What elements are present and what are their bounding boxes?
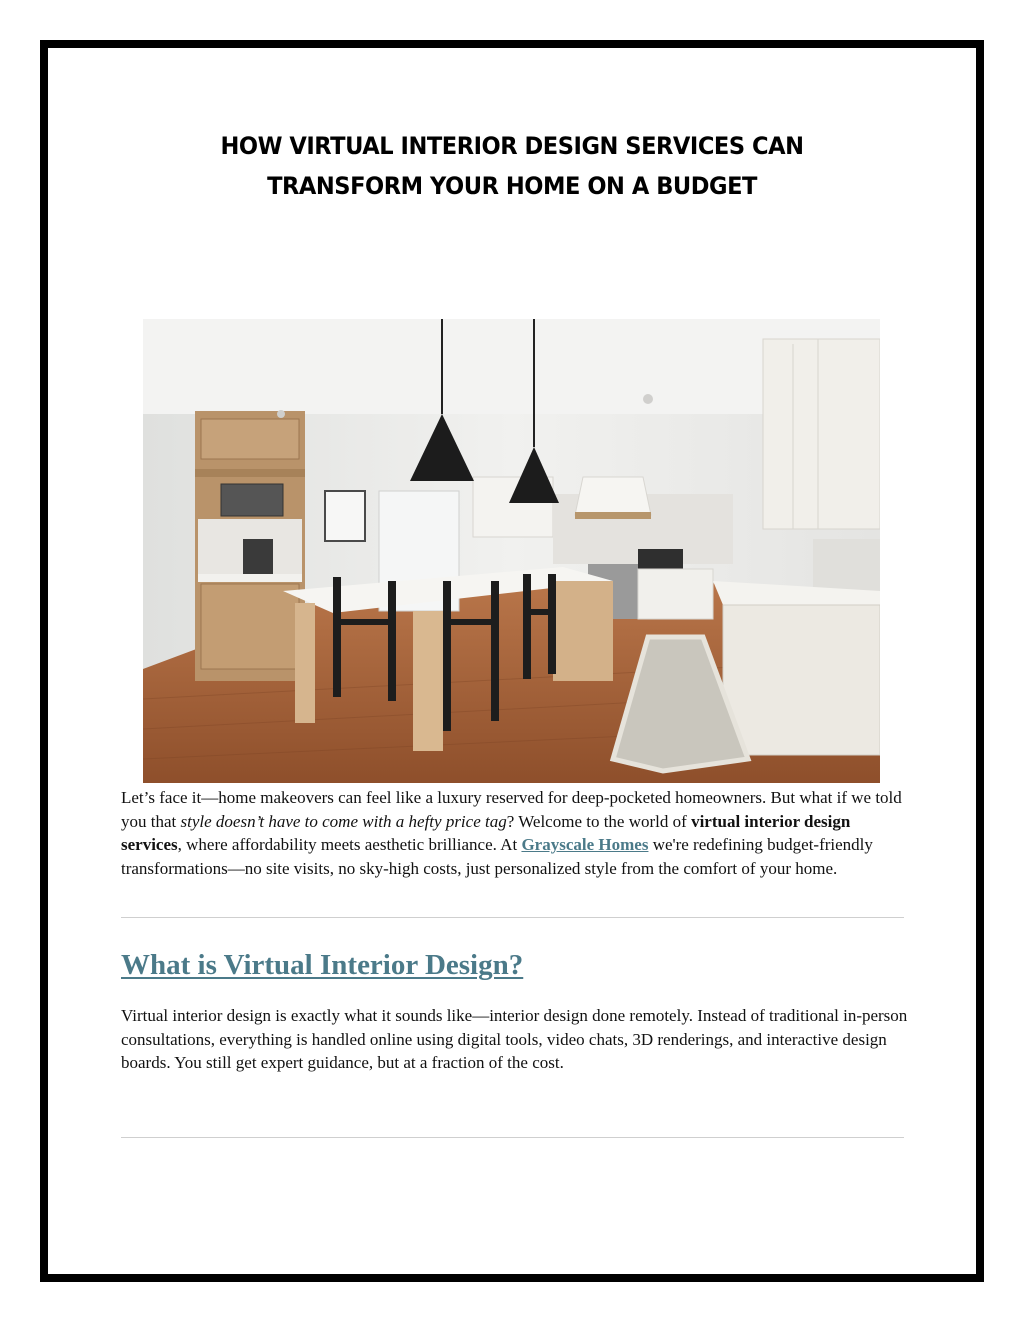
title-line-1: HOW VIRTUAL INTERIOR DESIGN SERVICES CAN [220, 132, 804, 160]
kitchen-photo [143, 319, 880, 783]
intro-paragraph [121, 786, 911, 880]
divider-top [121, 917, 904, 918]
intro-text-3: , where affordability meets aesthetic brilliance. At [177, 835, 522, 854]
intro-text-4: we're redefining budget-friendly transformations—no site visits, no sky-high costs, just personalized style from the comfort of your home. [121, 835, 873, 878]
section-heading: What is Virtual Interior Design? [121, 949, 524, 981]
section-body: Virtual interior design is exactly what it sounds like—interior design done remotely. Instead of traditional in-person consultations, everything is handled online using digital tools, video chats, 3D renderings, and interactive design boards. You still get expert guidance, but at a fraction of the cost. [121, 1006, 908, 1072]
intro-strong: virtual interior design services [121, 811, 851, 854]
intro-text-1: Let’s face it—home makeovers can feel like a luxury reserved for deep-pocketed homeowners. But what if we told you that [121, 788, 902, 831]
intro-text-2: ? Welcome to the world of [506, 811, 692, 831]
title-line-2: TRANSFORM YOUR HOME ON A BUDGET [267, 172, 757, 200]
page-title [31, 126, 994, 206]
divider-bottom [121, 1137, 904, 1138]
grayscale-homes-link[interactable]: Grayscale Homes [521, 835, 649, 854]
intro-emphasis: style doesn’t have to come with a hefty price tag [180, 811, 507, 831]
